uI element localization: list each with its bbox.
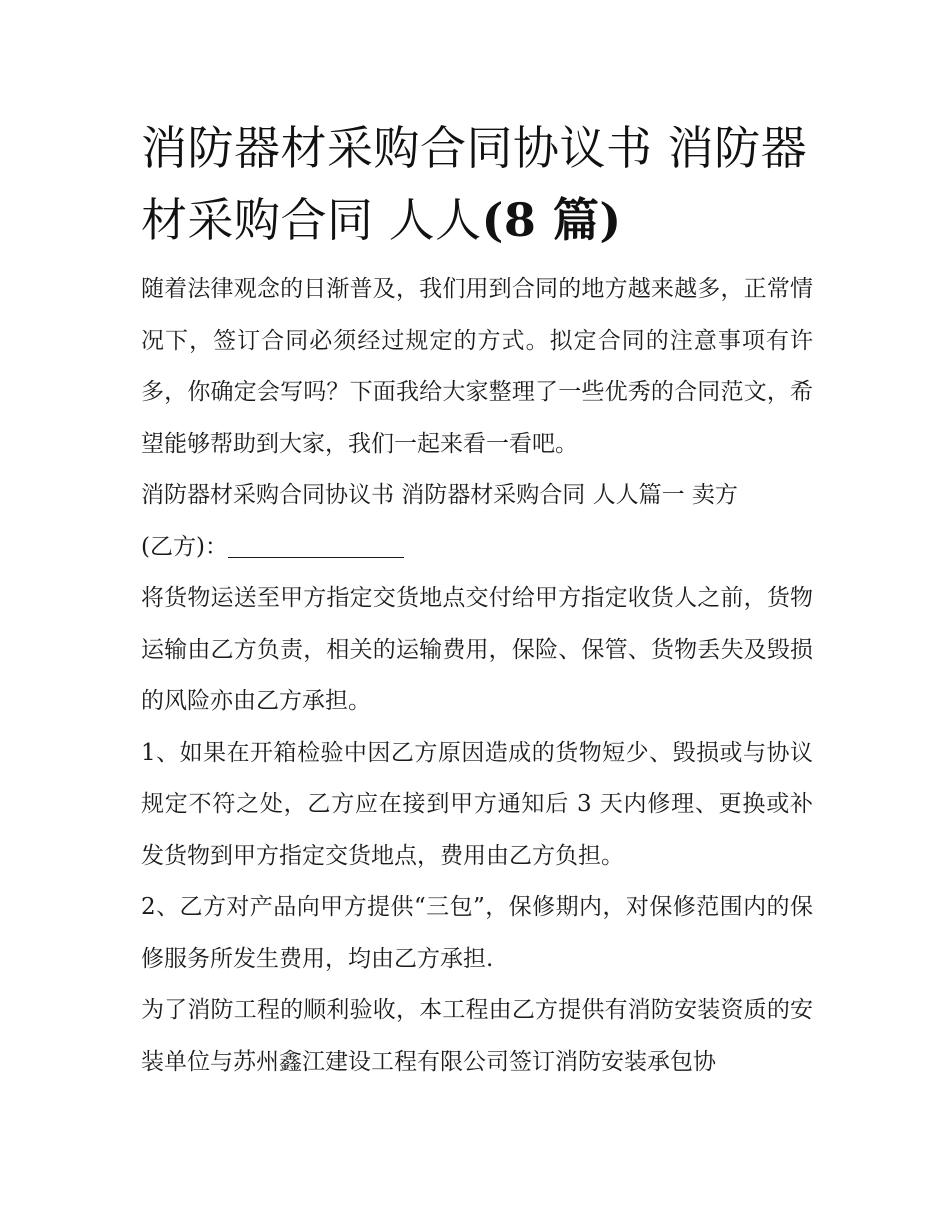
title-main: 消防器材采购合同协议书 消防器材采购合同 人人: [141, 121, 808, 247]
clause-paragraph: 将货物运送至甲方指定交货地点交付给甲方指定收货人之前，货物运输由乙方负责，相关的运输费用，保险、保管、货物丢失及毁损的风险亦由乙方承担。: [141, 585, 813, 714]
clause-paragraph: 2、乙方对产品向甲方提供“三包”，保修期内，对保修范围内的保修服务所发生费用，均由乙方承担.: [141, 894, 813, 972]
clause-paragraph: 1、如果在开箱检验中因乙方原因造成的货物短少、毁损或与协议规定不符之处，乙方应在接到甲方通知后 3 天内修理、更换或补发货物到甲方指定交货地点，费用由乙方负担。: [141, 739, 813, 869]
document-body: [141, 264, 813, 1088]
seller-label: (乙方)：: [141, 533, 228, 560]
section-heading-paragraph: 消防器材采购合同协议书 消防器材采购合同 人人篇一 卖方: [141, 482, 738, 508]
seller-line: [141, 522, 813, 574]
clause-paragraph: 为了消防工程的顺利验收，本工程由乙方提供有消防安装资质的安装单位与苏州鑫江建设工程有限公司签订消防安装承包协: [141, 997, 813, 1075]
document-title: [141, 112, 813, 256]
intro-paragraph: 随着法律观念的日渐普及，我们用到合同的地方越来越多，正常情况下，签订合同必须经过规定的方式。拟定合同的注意事项有许多，你确定会写吗？下面我给大家整理了一些优秀的合同范文，希望能够帮助到大家，我们一起来看一看吧。: [141, 276, 813, 457]
document-content: [141, 112, 813, 1088]
title-suffix: (8 篇): [481, 193, 622, 247]
seller-blank-underline: [228, 527, 404, 558]
